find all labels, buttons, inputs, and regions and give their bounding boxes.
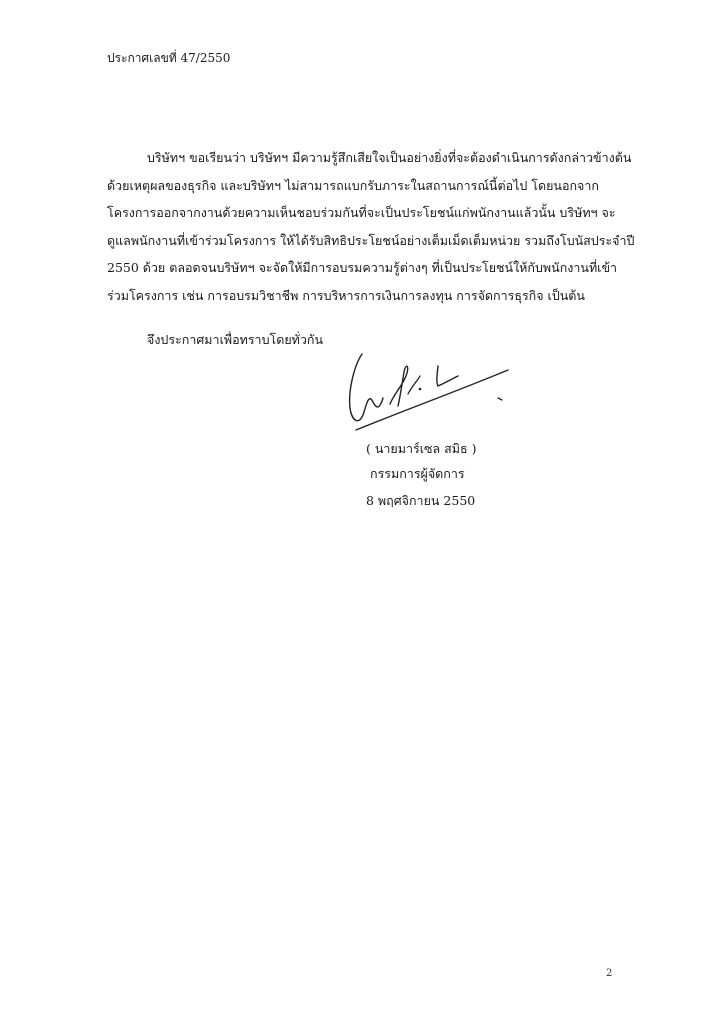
- handwritten-signature: [340, 346, 520, 446]
- body-line: โครงการออกจากงานด้วยความเห็นชอบร่วมกันที่จะเป็นประโยชน์แก่พนักงานแล้วนั้น บริษัทฯ จะ: [107, 205, 616, 220]
- body-line: บริษัทฯ ขอเรียนว่า บริษัทฯ มีความรู้สึกเสียใจเป็นอย่างยิ่งที่จะต้องดำเนินการดังกล่าวข้างต้น: [147, 150, 632, 165]
- body-line: ดูแลพนักงานที่เข้าร่วมโครงการ ให้ได้รับสิทธิประโยชน์อย่างเต็มเม็ดเต็มหน่วย รวมถึงโบนัสประจำปี: [107, 232, 635, 248]
- body-paragraph: [107, 144, 637, 309]
- signer-name: ( นายมาร์เซล สมิธ ): [366, 441, 477, 456]
- document-number: ประกาศเลขที่ 47/2550: [107, 51, 231, 65]
- closing-statement: จึงประกาศมาเพื่อทราบโดยทั่วกัน: [147, 332, 324, 347]
- page-number: 2: [606, 968, 613, 979]
- body-line: ด้วยเหตุผลของธุรกิจ และบริษัทฯ ไม่สามารถแบกรับภาระในสถานการณ์นี้ต่อไป โดยนอกจาก: [107, 177, 599, 193]
- signer-title: กรรมการผู้จัดการ: [370, 466, 465, 481]
- body-line: ร่วมโครงการ เช่น การอบรมวิชาชีพ การบริหารการเงินการลงทุน การจัดการธุรกิจ เป็นต้น: [107, 287, 585, 303]
- body-line: 2550 ด้วย ตลอดจนบริษัทฯ จะจัดให้มีการอบรมความรู้ต่างๆ ที่เป็นประโยชน์ให้กับพนักงานที่เข้า: [107, 260, 618, 275]
- signature-date: 8 พฤศจิกายน 2550: [366, 493, 476, 508]
